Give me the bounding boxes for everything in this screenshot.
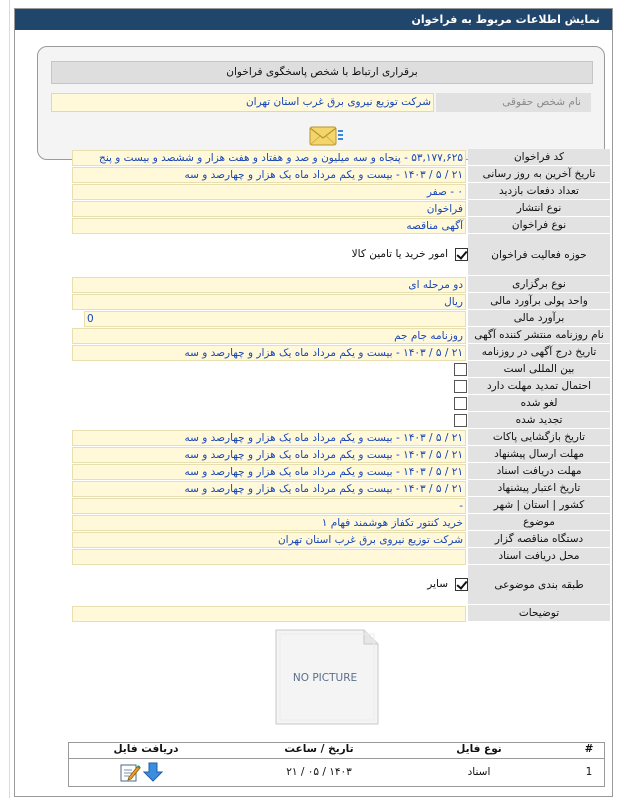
label-last-update: تاریخ آخرین به روز رسانی xyxy=(468,166,610,183)
row-envelope-open xyxy=(70,429,610,446)
header-download: دریافت فایل xyxy=(113,743,179,755)
page-title: نمایش اطلاعات مربوط به فراخوان xyxy=(15,9,612,30)
row-international xyxy=(70,361,610,378)
label-subject: موضوع xyxy=(468,514,610,531)
table-row xyxy=(69,759,604,785)
header-num: # xyxy=(584,743,594,755)
mail-icon[interactable] xyxy=(308,121,344,149)
value-description xyxy=(72,606,466,622)
value-location: - xyxy=(72,498,466,514)
label-envelope-open: تاریخ بازگشایی پاکات xyxy=(468,429,610,446)
row-renewed xyxy=(70,412,610,429)
value-estimate: 0 xyxy=(84,311,466,327)
label-extension: احتمال تمدید مهلت دارد xyxy=(468,378,610,395)
value-newspaper: روزنامه جام جم xyxy=(72,328,466,344)
row-subject xyxy=(70,514,610,531)
value-docs-place xyxy=(72,549,466,565)
download-actions xyxy=(119,762,165,782)
category-option: سایر xyxy=(427,578,448,590)
label-proposal-deadline: مهلت ارسال پیشنهاد xyxy=(468,446,610,463)
value-organization: شرکت توزیع نیروی برق غرب استان تهران xyxy=(72,532,466,548)
label-proposal-validity: تاریخ اعتبار پیشنهاد xyxy=(468,480,610,497)
row-activity-scope xyxy=(70,234,610,276)
row-estimate xyxy=(70,310,610,327)
contact-value: شرکت توزیع نیروی برق غرب استان تهران xyxy=(51,93,434,112)
row-extension xyxy=(70,378,610,395)
label-activity-scope: حوزه فعالیت فراخوان xyxy=(468,234,610,276)
label-code: کد فراخوان xyxy=(468,149,610,166)
contact-box xyxy=(37,46,605,160)
edit-document-icon[interactable] xyxy=(119,762,141,782)
activity-scope-option: امور خرید یا تامین کالا xyxy=(351,248,448,260)
value-code: ۵۳,۱۷۷,۶۲۵ - پنجاه و سه میلیون و صد و هفتاد و هفت هزار و ششصد و بیست و پنج xyxy=(72,150,466,166)
label-renewed: تجدید شده xyxy=(468,412,610,429)
label-currency: واحد پولی برآورد مالی xyxy=(468,293,610,310)
label-organization: دستگاه مناقصه گزار xyxy=(468,531,610,548)
file-date: ۲۱ / ۰۵ / ۱۴۰۳ xyxy=(286,766,352,778)
row-category xyxy=(70,565,610,605)
value-docs-deadline: ۲۱ / ۵ / ۱۴۰۳ - بیست و یکم مرداد ماه یک هزار و چهارصد و سه xyxy=(72,464,466,480)
row-holding-type xyxy=(70,276,610,293)
row-publish-type xyxy=(70,200,610,217)
header-type: نوع فایل xyxy=(456,743,502,755)
value-currency: ریال xyxy=(72,294,466,310)
value-publish-type: فراخوان xyxy=(72,201,466,217)
contact-label: نام شخص حقوقی xyxy=(436,93,591,112)
row-docs-deadline xyxy=(70,463,610,480)
row-newspaper xyxy=(70,327,610,344)
extension-checkbox[interactable] xyxy=(454,380,467,393)
row-docs-place xyxy=(70,548,610,565)
label-newspaper-date: تاریخ درج آگهی در روزنامه xyxy=(468,344,610,361)
row-last-update xyxy=(70,166,610,183)
row-currency xyxy=(70,293,610,310)
row-cancelled xyxy=(70,395,610,412)
label-international: بین المللی است xyxy=(468,361,610,378)
row-organization xyxy=(70,531,610,548)
row-call-type xyxy=(70,217,610,234)
value-envelope-open: ۲۱ / ۵ / ۱۴۰۳ - بیست و یکم مرداد ماه یک هزار و چهارصد و سه xyxy=(72,430,466,446)
cancelled-checkbox[interactable] xyxy=(454,397,467,410)
label-estimate: برآورد مالی xyxy=(468,310,610,327)
row-proposal-validity xyxy=(70,480,610,497)
label-location: کشور | استان | شهر xyxy=(468,497,610,514)
label-cancelled: لغو شده xyxy=(468,395,610,412)
download-arrow-icon[interactable] xyxy=(143,762,163,782)
left-border-line xyxy=(9,0,10,798)
file-num: 1 xyxy=(585,766,593,778)
label-description: توضیحات xyxy=(468,605,610,622)
label-call-type: نوع فراخوان xyxy=(468,217,610,234)
renewed-checkbox[interactable] xyxy=(454,414,467,427)
value-proposal-validity: ۲۱ / ۵ / ۱۴۰۳ - بیست و یکم مرداد ماه یک هزار و چهارصد و سه xyxy=(72,481,466,497)
files-table-header xyxy=(69,743,604,757)
value-visits: ۰ - صفر xyxy=(72,184,466,200)
label-docs-deadline: مهلت دریافت اسناد xyxy=(468,463,610,480)
row-code xyxy=(70,149,610,166)
file-type: اسناد xyxy=(467,766,491,778)
row-proposal-deadline xyxy=(70,446,610,463)
value-last-update: ۲۱ / ۵ / ۱۴۰۳ - بیست و یکم مرداد ماه یک هزار و چهارصد و سه xyxy=(72,167,466,183)
contact-title[interactable]: برقراری ارتباط با شخص پاسخگوی فراخوان xyxy=(51,61,593,84)
header-date: تاریخ / ساعت xyxy=(284,743,354,755)
value-proposal-deadline: ۲۱ / ۵ / ۱۴۰۳ - بیست و یکم مرداد ماه یک هزار و چهارصد و سه xyxy=(72,447,466,463)
activity-scope-checkbox[interactable] xyxy=(455,248,468,261)
row-visits xyxy=(70,183,610,200)
label-holding-type: نوع برگزاری xyxy=(468,276,610,293)
files-table xyxy=(68,742,605,787)
value-subject: خرید کنتور تکفاز هوشمند فهام ۱ xyxy=(72,515,466,531)
value-newspaper-date: ۲۱ / ۵ / ۱۴۰۳ - بیست و یکم مرداد ماه یک هزار و چهارصد و سه xyxy=(72,345,466,361)
label-visits: تعداد دفعات بازدید xyxy=(468,183,610,200)
label-newspaper: نام روزنامه منتشر کننده آگهی xyxy=(468,327,610,344)
row-description xyxy=(70,605,610,622)
value-call-type: آگهی مناقصه xyxy=(72,218,466,234)
row-newspaper-date xyxy=(70,344,610,361)
no-picture-placeholder xyxy=(272,628,382,726)
no-picture-text: NO PICTURE xyxy=(292,672,358,684)
label-category: طبقه بندی موضوعی xyxy=(468,565,610,605)
label-publish-type: نوع انتشار xyxy=(468,200,610,217)
label-docs-place: محل دریافت اسناد xyxy=(468,548,610,565)
international-checkbox[interactable] xyxy=(454,363,467,376)
row-location xyxy=(70,497,610,514)
category-checkbox[interactable] xyxy=(455,578,468,591)
value-holding-type: دو مرحله ای xyxy=(72,277,466,293)
